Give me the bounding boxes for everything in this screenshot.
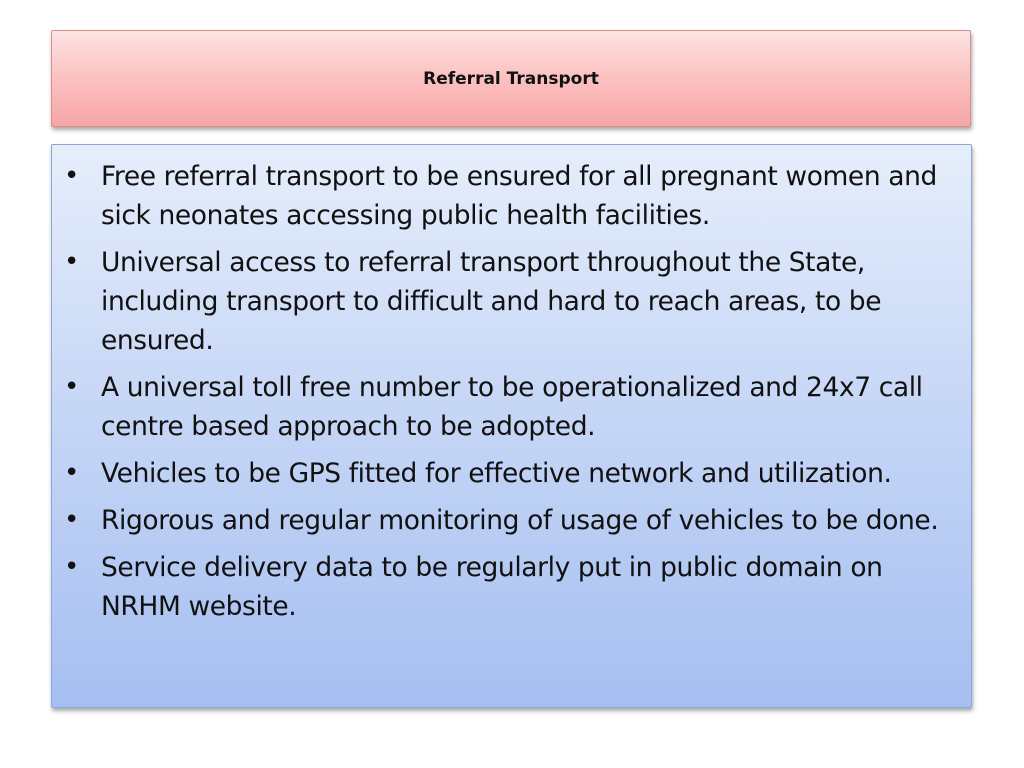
bullet-item [64, 454, 951, 493]
bullet-item [64, 548, 951, 626]
bullet-icon: • [64, 161, 79, 191]
bullet-icon: • [64, 505, 79, 535]
bullet-text: Vehicles to be GPS fitted for effective network and utilization. [101, 458, 892, 489]
bullet-text: Universal access to referral transport throughout the State, including transport to difficult and hard to reach areas, to be ensured. [101, 247, 882, 356]
bullet-text: Free referral transport to be ensured for all pregnant women and sick neonates accessing public health facilities. [101, 161, 937, 231]
slide-title: Referral Transport [423, 68, 599, 89]
bullet-item [64, 243, 951, 360]
title-box [51, 30, 971, 127]
bullet-list [52, 145, 971, 626]
bullet-icon: • [64, 552, 79, 582]
bullet-item [64, 501, 951, 540]
bullet-icon: • [64, 458, 79, 488]
bullet-text: A universal toll free number to be operationalized and 24x7 call centre based approach to be adopted. [101, 372, 923, 442]
bullet-text: Service delivery data to be regularly put in public domain on NRHM website. [101, 552, 883, 622]
bullet-item [64, 368, 951, 446]
bullet-text: Rigorous and regular monitoring of usage of vehicles to be done. [101, 505, 939, 536]
bullet-item [64, 157, 951, 235]
bullet-icon: • [64, 247, 79, 277]
content-box [51, 144, 972, 708]
bullet-icon: • [64, 372, 79, 402]
